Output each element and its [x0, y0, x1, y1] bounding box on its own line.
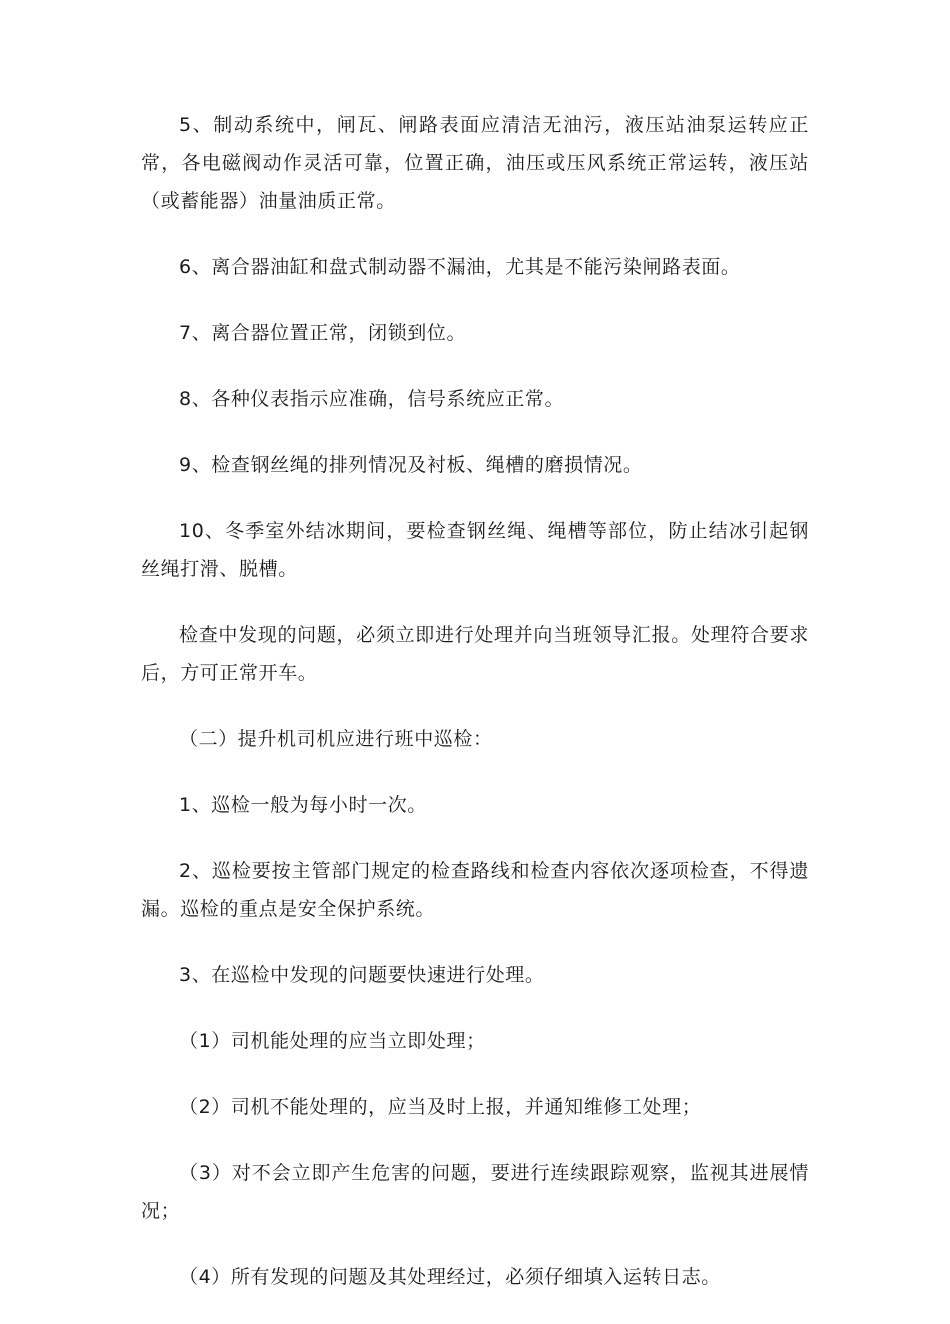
- paragraph-clutch-cylinder: 6、离合器油缸和盘式制动器不漏油，尤其是不能污染闸路表面。: [179, 256, 741, 278]
- paragraph-inspection-frequency: 1、巡检一般为每小时一次。: [179, 794, 427, 816]
- document-body: [141, 106, 809, 1324]
- paragraph-winter-icing: 10、冬季室外结冰期间，要检查钢丝绳、绳槽等部位，防止结冰引起钢丝绳打滑、脱槽。: [141, 520, 809, 580]
- list-item-3: （3）对不会立即产生危害的问题，要进行连续跟踪观察，监视其进展情况；: [141, 1162, 809, 1222]
- section-heading-inspection: （二）提升机司机应进行班中巡检：: [179, 728, 493, 750]
- list-item-1: （1）司机能处理的应当立即处理；: [179, 1030, 486, 1052]
- paragraph-clutch-position: 7、离合器位置正常，闭锁到位。: [179, 322, 467, 344]
- paragraph-problem-handling: 检查中发现的问题，必须立即进行处理并向当班领导汇报。处理符合要求后，方可正常开车。: [141, 624, 809, 684]
- paragraph-brake-system: 5、制动系统中，闸瓦、闸路表面应清洁无油污，液压站油泵运转应正常，各电磁阀动作灵活可靠，位置正确，油压或压风系统正常运转，液压站（或蓄能器）油量油质正常。: [141, 114, 809, 212]
- paragraph-inspection-route: 2、巡检要按主管部门规定的检查路线和检查内容依次逐项检查，不得遗漏。巡检的重点是安全保护系统。: [141, 860, 809, 920]
- list-item-4: （4）所有发现的问题及其处理经过，必须仔细填入运转日志。: [179, 1266, 721, 1288]
- list-item-2: （2）司机不能处理的，应当及时上报，并通知维修工处理；: [179, 1096, 702, 1118]
- paragraph-wire-rope-check: 9、检查钢丝绳的排列情况及衬板、绳槽的磨损情况。: [179, 454, 643, 476]
- paragraph-instruments: 8、各种仪表指示应准确，信号系统应正常。: [179, 388, 565, 410]
- paragraph-quick-handling: 3、在巡检中发现的问题要快速进行处理。: [179, 964, 545, 986]
